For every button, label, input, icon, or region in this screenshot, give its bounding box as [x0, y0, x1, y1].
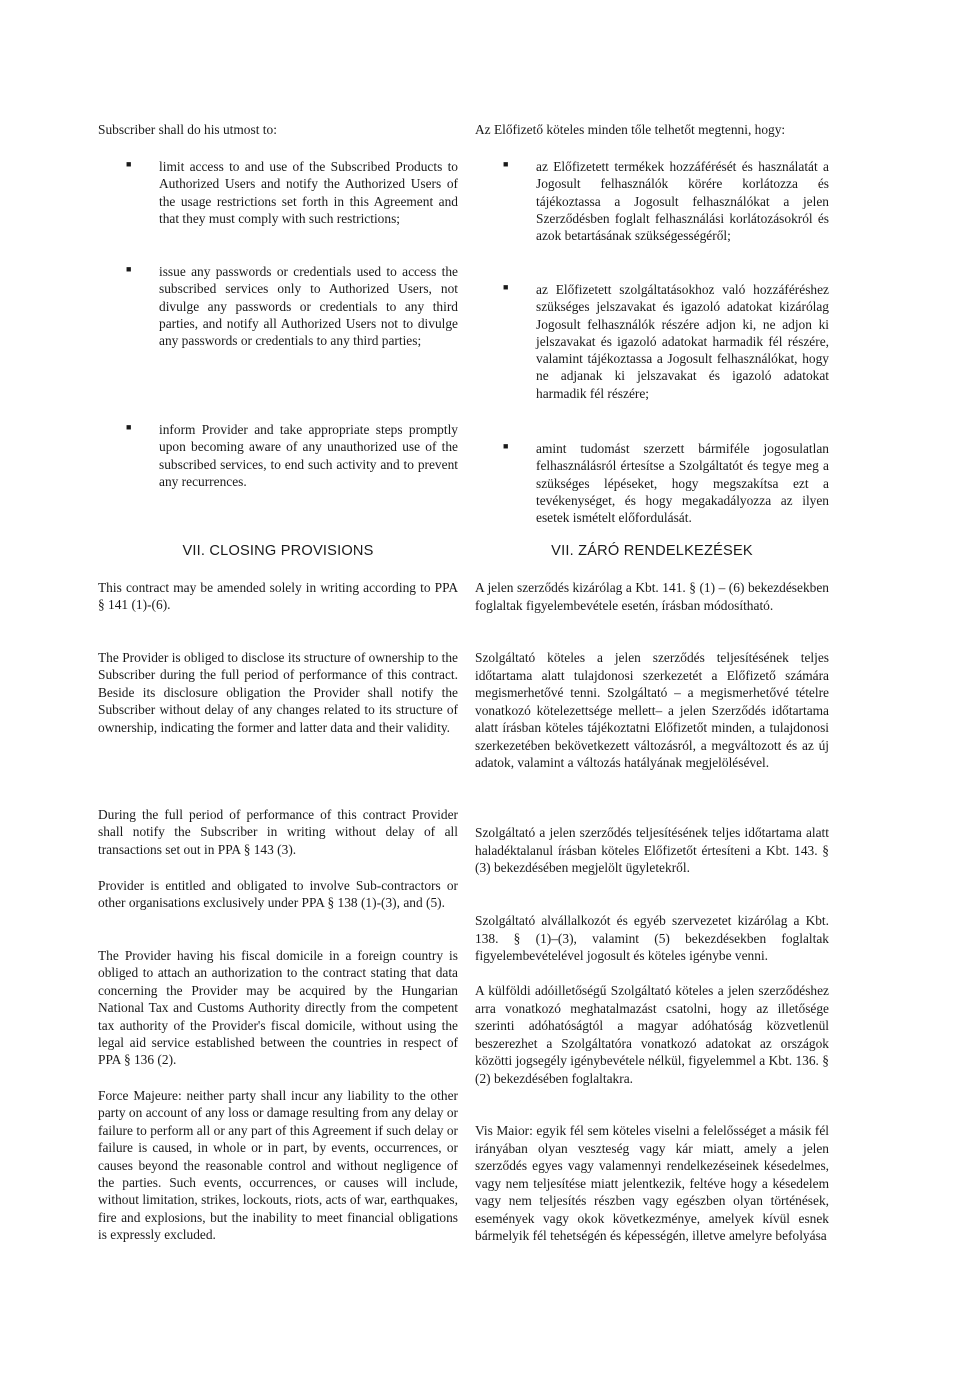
- paragraph: Force Majeure: neither party shall incur any liability to the other party on account of any loss or damage resulting from any delay or failure to perform all or any part of this Agreement if such delay or failure is caused, in whole or in part, by events, occurrences, or causes beyond the reasonable control and without negligence of the parties. Such events, occurrences, or causes will include, without limitation, strikes, lockouts, riots, acts of war, earthquakes, fire and explosions, but the inability to meet financial obligations is expressly excluded.: [98, 1088, 458, 1243]
- bullet-text: az Előfizetett termékek hozzáférését és használatát a Jogosult felhasználók körére korlátozza és tájékoztassa a Jogosult felhasználókat a jelen Szerződésben foglalt felhasználási korlátozásokról és azok betartásának szükségességéről;: [536, 159, 829, 244]
- paragraph: This contract may be amended solely in writing according to PPA § 141 (1)-(6).: [98, 580, 458, 613]
- list-item: [98, 421, 458, 490]
- bullet-text: inform Provider and take appropriate steps promptly upon becoming aware of any unauthorized use of the subscribed services, to end such activity and to prevent any recurrences.: [159, 422, 458, 489]
- paragraph: The Provider having his fiscal domicile in a foreign country is obliged to attach an authorization to the contract stating that data concerning the Provider may be acquired by the Hungarian National Tax and Customs Authority directly from the competent tax authority of the Provider's fiscal domicile, without using the legal aid service established between the countries in respect of PPA § 136 (2).: [98, 948, 458, 1068]
- bullet-icon: ■: [503, 441, 509, 451]
- list-item: [98, 263, 458, 349]
- bullet-icon: ■: [126, 264, 132, 274]
- bullet-icon: ■: [126, 159, 132, 169]
- list-item: [475, 158, 829, 244]
- paragraph: Szolgáltató köteles a jelen szerződés teljesítésének teljes időtartama alatt tulajdonosi szerkezetét a Előfizető számára megismerhetővé tenni. Szolgáltató – a megismerhetővé tételre vonatkozó kötelezettsége mellett– a jelen Szerződés időtartama alatt írásban köteles tájékoztatni Előfizetőt minden, a tulajdonosi szerkezetében bekövetkezett változásról, a megváltozott és az új adatok, valamint a változás hatályának megjelölésével.: [475, 650, 829, 770]
- list-item: [475, 281, 829, 402]
- bullet-text: limit access to and use of the Subscribed Products to Authorized Users and notify the Authorized Users of the usage restrictions set forth in this Agreement and that they must comply with such restrictions;: [159, 159, 458, 226]
- list-item: [98, 158, 458, 227]
- paragraph: Szolgáltató alvállalkozót és egyéb szervezetet kizárólag a Kbt. 138. § (1)–(3), valamint (5) bekezdésekben foglaltak figyelembevételével jogosult és köteles igénybe venni.: [475, 913, 829, 963]
- bullet-icon: ■: [126, 422, 132, 432]
- intro-text: Subscriber shall do his utmost to:: [98, 122, 277, 137]
- intro-text: Az Előfizető köteles minden tőle telhetőt megtenni, hogy:: [475, 122, 786, 137]
- section-heading: VII. CLOSING PROVISIONS: [182, 543, 374, 559]
- bullet-text: amint tudomást szerzett bármiféle jogosulatlan felhasználásról értesítse a Szolgáltatót és tegye meg a szükséges lépéseket, hogy megszakítsa ezt a tevékenységet, és hogy megakadályozza az ilyen esetek ismételt előfordulását.: [536, 441, 829, 526]
- paragraph: A külföldi adóilletőségű Szolgáltató köteles a jelen szerződéshez arra vonatkozó meghatalmazást csatolni, hogy az illetősége szerinti adóhatóságtól a magyar adóhatóság közvetlenül beszerezhet a Szolgáltatóra vonatkozó adatokat az országok közötti jogsegély igénybevétele nélkül, figyelemmel a Kbt. 136. § (2) bekezdésében foglaltakra.: [475, 983, 829, 1086]
- paragraph: Szolgáltató a jelen szerződés teljesítésének teljes időtartama alatt haladéktalanul írásban köteles Előfizetőt értesíteni a Kbt. 143. § (3) bekezdésében megjelölt ügyletekről.: [475, 825, 829, 875]
- paragraph: Provider is entitled and obligated to involve Sub-contractors or other organisations exclusively under PPA § 138 (1)-(3), and (5).: [98, 878, 458, 911]
- list-item: [475, 440, 829, 526]
- paragraph: A jelen szerződés kizárólag a Kbt. 141. § (1) – (6) bekezdésekben foglaltak figyelembevétele esetén, írásban módosítható.: [475, 580, 829, 613]
- paragraph: The Provider is obliged to disclose its structure of ownership to the Subscriber during the full period of performance of this contract. Beside its disclosure obligation the Provider shall notify the Subscriber without delay of any changes related to its structure of ownership, indicating the former and latter data and their validity.: [98, 650, 458, 735]
- bullet-icon: ■: [503, 159, 509, 169]
- bullet-text: issue any passwords or credentials used to access the subscribed services only to Authorized Users, not divulge any passwords or credentials to any third parties, and notify all Authorized Users not to divulge any passwords or credentials to any third parties;: [159, 264, 458, 349]
- paragraph: Vis Maior: egyik fél sem köteles viselni a felelősséget a másik fél irányában olyan veszteség vagy kár miatt, amely a jelen szerződés egyes vagy valamennyi rendelkezéseinek késedelmes, vagy nem teljesítése miatt jelentkezik, feltéve hogy a késedelem vagy nem teljesítés részben vagy egészben olyan történések, események vagy okok következménye, amelyek kívül esnek bármelyik fél tehetségén és képességén, illetve amelyre befolyása: [475, 1123, 829, 1243]
- section-heading: VII. ZÁRÓ RENDELKEZÉSEK: [551, 543, 753, 559]
- paragraph: During the full period of performance of this contract Provider shall notify the Subscriber in writing without delay of all transactions set out in PPA § 143 (3).: [98, 807, 458, 857]
- bullet-icon: ■: [503, 282, 509, 292]
- bullet-text: az Előfizetett szolgáltatásokhoz való hozzáféréshez szükséges jelszavakat és igazoló adatokat kizárólag Jogosult felhasználók részére adjon ki, ne adjon ki jelszavakat és igazoló adatokat harmadik fél részére, valamint tájékoztassa a Jogosult felhasználókat, hogy ne adjanak ki jelszavakat és igazoló adatokat harmadik fél részére;: [536, 282, 829, 401]
